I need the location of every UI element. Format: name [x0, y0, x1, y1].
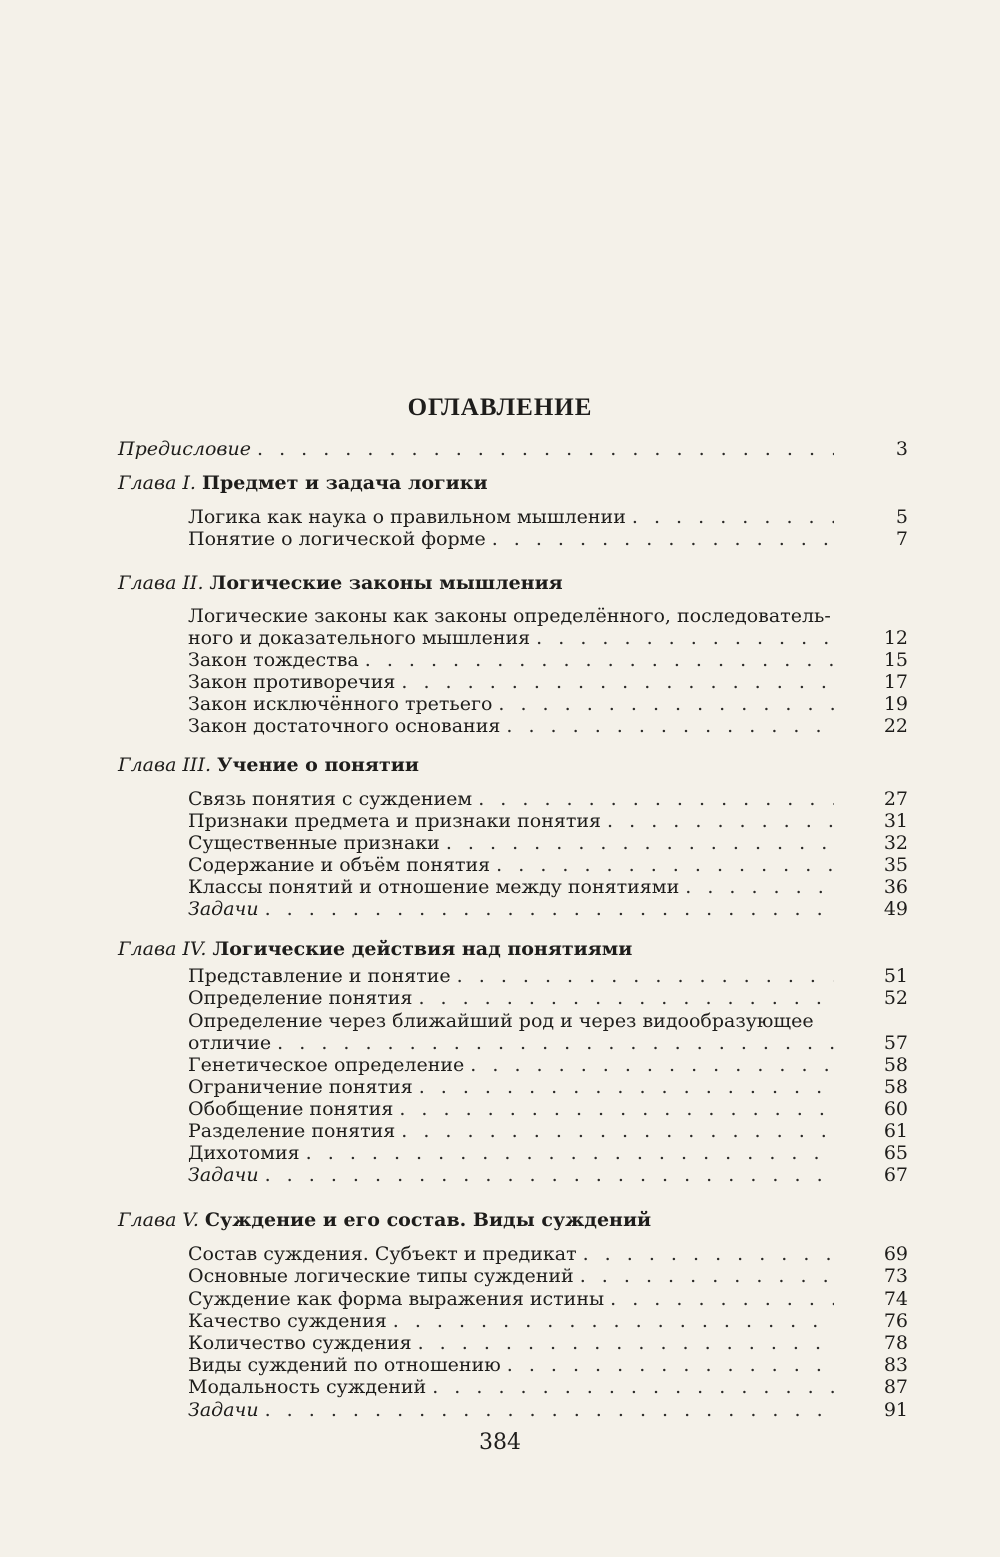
dot-leader — [401, 670, 834, 694]
toc-entry[interactable] — [188, 787, 840, 811]
entry-page: 17 — [883, 671, 908, 693]
entry-page: 51 — [883, 965, 908, 987]
chapter-title: Суждение и его состав. Виды суждений — [204, 1209, 652, 1231]
toc-entry[interactable] — [188, 527, 840, 551]
dot-leader — [365, 648, 834, 672]
toc-entry[interactable] — [188, 1242, 840, 1266]
chapter-heading[interactable] — [118, 1208, 651, 1232]
toc-entry[interactable] — [188, 1264, 840, 1288]
entry-page: 12 — [883, 627, 908, 649]
toc-entry[interactable] — [188, 831, 840, 855]
chapter-title: Логические действия над понятиями — [212, 938, 633, 960]
dot-leader — [492, 527, 834, 551]
entry-title: Задачи — [188, 1399, 259, 1421]
dot-leader — [418, 1331, 834, 1355]
entry-page: 69 — [883, 1243, 908, 1265]
entry-title: Ограничение понятия — [188, 1076, 413, 1098]
toc-entry[interactable] — [188, 626, 840, 650]
entry-title: Основные логические типы суждений — [188, 1265, 574, 1287]
entry-page: 73 — [883, 1265, 908, 1287]
entry-title: Дихотомия — [188, 1142, 300, 1164]
entry-page: 52 — [883, 987, 908, 1009]
entry-title: Закон исключённого третьего — [188, 693, 493, 715]
dot-leader — [536, 626, 834, 650]
chapter-label: Глава V. — [118, 1209, 199, 1231]
chapter-label: Глава II. — [118, 572, 204, 594]
entry-title: Состав суждения. Субъект и предикат — [188, 1243, 577, 1265]
dot-leader — [265, 1163, 834, 1187]
entry-title: Существенные признаки — [188, 832, 440, 854]
entry-title: Логика как наука о правильном мышлении — [188, 506, 626, 528]
entry-page: 74 — [883, 1288, 908, 1310]
dot-leader — [265, 1398, 834, 1422]
entry-page: 31 — [883, 810, 908, 832]
entry-page: 83 — [883, 1354, 908, 1376]
entry-title: Классы понятий и отношение между понятиями — [188, 876, 680, 898]
toc-entry[interactable] — [188, 875, 840, 899]
entry-title: отличие — [188, 1032, 272, 1054]
entry-title: Модальность суждений — [188, 1376, 427, 1398]
preface-label: Предисловие — [118, 438, 251, 460]
dot-leader — [457, 964, 834, 988]
toc-entry[interactable] — [188, 505, 840, 529]
entry-title: Задачи — [188, 898, 259, 920]
entry-title: Закон противоречия — [188, 671, 396, 693]
chapter-label: Глава III. — [118, 754, 211, 776]
toc-entry[interactable] — [188, 714, 840, 738]
entry-page: 49 — [883, 898, 908, 920]
toc-entry[interactable] — [188, 964, 840, 988]
toc-entry[interactable] — [188, 1375, 840, 1399]
toc-entry[interactable] — [188, 1053, 840, 1077]
toc-entry[interactable] — [188, 1163, 840, 1187]
dot-leader — [610, 1287, 834, 1311]
entry-title: Определение понятия — [188, 987, 413, 1009]
toc-entry[interactable] — [188, 1287, 840, 1311]
entry-page: 19 — [883, 693, 908, 715]
chapter-label: Глава IV. — [118, 938, 207, 960]
entry-page: 27 — [883, 788, 908, 810]
toc-entry[interactable] — [188, 692, 840, 716]
dot-leader — [496, 853, 834, 877]
entry-page: 91 — [883, 1399, 908, 1421]
page-title: ОГЛАВЛЕНИЕ — [407, 394, 593, 421]
entry-page: 78 — [883, 1332, 908, 1354]
entry-page: 58 — [883, 1054, 908, 1076]
dot-leader — [446, 831, 834, 855]
entry-page: 22 — [883, 715, 908, 737]
entry-title: Содержание и объём понятия — [188, 854, 491, 876]
toc-entry[interactable] — [188, 809, 840, 833]
preface-entry[interactable] — [118, 437, 840, 461]
entry-page: 36 — [883, 876, 908, 898]
entry-page: 61 — [883, 1120, 908, 1142]
toc-entry[interactable] — [188, 1331, 840, 1355]
dot-leader — [507, 1353, 834, 1377]
entry-title-line1: Определение через ближайший род и через видообразующее — [188, 1010, 814, 1032]
entry-page: 67 — [883, 1164, 908, 1186]
entry-title: Суждение как форма выражения истины — [188, 1288, 605, 1310]
entry-title: Качество суждения — [188, 1310, 387, 1332]
dot-leader — [432, 1375, 834, 1399]
chapter-heading[interactable] — [118, 571, 563, 595]
dot-leader — [478, 787, 834, 811]
dot-leader — [506, 714, 834, 738]
footer-page-number: 384 — [479, 1430, 521, 1455]
chapter-title: Логические законы мышления — [209, 572, 563, 594]
entry-title: Генетическое определение — [188, 1054, 465, 1076]
entry-title: Понятие о логической форме — [188, 528, 486, 550]
entry-title: Обобщение понятия — [188, 1098, 394, 1120]
entry-title: Виды суждений по отношению — [188, 1354, 501, 1376]
entry-title: Задачи — [188, 1164, 259, 1186]
entry-page: 35 — [883, 854, 908, 876]
toc-entry[interactable] — [188, 1119, 840, 1143]
toc-entry[interactable] — [188, 986, 840, 1010]
entry-page: 87 — [883, 1376, 908, 1398]
toc-entry[interactable] — [188, 1353, 840, 1377]
chapter-label: Глава I. — [118, 472, 196, 494]
entry-page: 15 — [883, 649, 908, 671]
entry-page: 60 — [883, 1098, 908, 1120]
chapter-heading[interactable] — [118, 471, 488, 495]
entry-title: ного и доказательного мышления — [188, 627, 531, 649]
dot-leader — [393, 1309, 834, 1333]
toc-entry[interactable] — [188, 670, 840, 694]
entry-title: Закон тождества — [188, 649, 359, 671]
entry-title: Закон достаточного основания — [188, 715, 501, 737]
dot-leader — [607, 809, 834, 833]
entry-title: Разделение понятия — [188, 1120, 396, 1142]
chapter-heading[interactable] — [118, 753, 419, 777]
dot-leader — [401, 1119, 834, 1143]
dot-leader — [685, 875, 834, 899]
preface-page: 3 — [895, 438, 908, 460]
dot-leader — [583, 1242, 834, 1266]
chapter-heading[interactable] — [118, 937, 632, 961]
entry-page: 76 — [883, 1310, 908, 1332]
entry-title: Признаки предмета и признаки понятия — [188, 810, 602, 832]
toc-entry[interactable] — [188, 1309, 840, 1333]
toc-entry[interactable] — [188, 1097, 840, 1121]
dot-leader — [306, 1141, 834, 1165]
entry-page: 57 — [883, 1032, 908, 1054]
dot-leader — [399, 1097, 834, 1121]
chapter-title: Предмет и задача логики — [202, 472, 488, 494]
toc-entry[interactable] — [188, 1398, 840, 1422]
entry-title-line1: Логические законы как законы определённого, последователь- — [188, 605, 831, 627]
dot-leader — [265, 897, 834, 921]
dot-leader — [277, 1031, 834, 1055]
dot-leader — [498, 692, 834, 716]
dot-leader — [632, 505, 834, 529]
toc-entry[interactable] — [188, 1031, 840, 1055]
entry-title: Количество суждения — [188, 1332, 412, 1354]
entry-title: Связь понятия с суждением — [188, 788, 473, 810]
chapter-title: Учение о понятии — [217, 754, 419, 776]
dot-leader — [470, 1053, 834, 1077]
entry-page: 58 — [883, 1076, 908, 1098]
toc-entry[interactable] — [188, 897, 840, 921]
toc-entry[interactable] — [188, 1075, 840, 1099]
entry-page: 32 — [883, 832, 908, 854]
entry-page: 65 — [883, 1142, 908, 1164]
dot-leader — [580, 1264, 834, 1288]
toc-entry[interactable] — [188, 853, 840, 877]
entry-page: 7 — [895, 528, 908, 550]
entry-page: 5 — [895, 506, 908, 528]
dot-leader — [257, 437, 834, 461]
dot-leader — [418, 986, 834, 1010]
dot-leader — [419, 1075, 834, 1099]
toc-entry[interactable] — [188, 648, 840, 672]
entry-title: Представление и понятие — [188, 965, 451, 987]
toc-entry[interactable] — [188, 1141, 840, 1165]
